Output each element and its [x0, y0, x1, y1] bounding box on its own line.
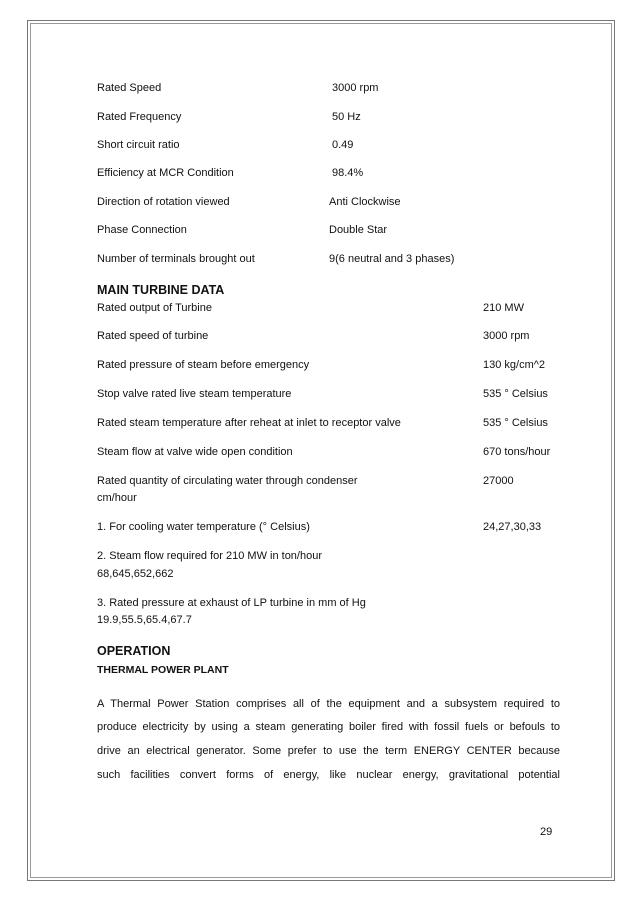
turbine-heading: MAIN TURBINE DATA [97, 283, 225, 297]
turbine-value: 210 MW [483, 302, 524, 314]
turbine-value: 24,27,30,33 [483, 521, 542, 533]
spec-label: Number of terminals brought out [97, 253, 255, 265]
spec-value: 98.4% [332, 167, 364, 179]
turbine-label: Rated speed of turbine [97, 330, 209, 342]
turbine-value: 130 kg/cm^2 [483, 359, 546, 371]
paragraph-line: such facilities convert forms of energy, like nuclear energy, gravitational potential [97, 769, 560, 781]
spec-label: Phase Connection [97, 224, 187, 236]
turbine-label: Rated quantity of circulating water through condenser [97, 475, 358, 487]
turbine-value: 535 ° Celsius [483, 417, 548, 429]
spec-label: Efficiency at MCR Condition [97, 167, 234, 179]
paragraph-line: A Thermal Power Station comprises all of the equipment and a subsystem required to [97, 698, 560, 710]
note-values: 19.9,55.5,65.4,67.7 [97, 614, 192, 626]
paragraph-line: produce electricity by using a steam generating boiler fired with fossil fuels or befouls to [97, 721, 560, 733]
turbine-value: 535 ° Celsius [483, 388, 548, 400]
turbine-value: 3000 rpm [483, 330, 530, 342]
turbine-label: Stop valve rated live steam temperature [97, 388, 292, 400]
spec-value: 50 Hz [332, 111, 361, 123]
spec-value: Anti Clockwise [329, 196, 401, 208]
turbine-label: Rated output of Turbine [97, 302, 212, 314]
turbine-label: Steam flow at valve wide open condition [97, 446, 293, 458]
spec-value: 0.49 [332, 139, 354, 151]
operation-heading: OPERATION [97, 644, 171, 658]
note-line: 2. Steam flow required for 210 MW in ton/hour [97, 550, 322, 562]
spec-label: Rated Speed [97, 82, 162, 94]
spec-label: Rated Frequency [97, 111, 182, 123]
turbine-value: 670 tons/hour [483, 446, 551, 458]
turbine-value: 27000 [483, 475, 514, 487]
note-line: 3. Rated pressure at exhaust of LP turbine in mm of Hg [97, 597, 366, 609]
spec-label: Direction of rotation viewed [97, 196, 230, 208]
note-values: 68,645,652,662 [97, 568, 174, 580]
page-number: 29 [540, 826, 553, 838]
turbine-label-continued: cm/hour [97, 492, 137, 504]
paragraph-line: drive an electrical generator. Some prefer to use the term ENERGY CENTER because [97, 745, 560, 757]
spec-value: 9(6 neutral and 3 phases) [329, 253, 455, 265]
turbine-label: Rated pressure of steam before emergency [97, 359, 310, 371]
turbine-label: Rated steam temperature after reheat at inlet to receptor valve [97, 417, 401, 429]
turbine-label: 1. For cooling water temperature (° Celsius) [97, 521, 310, 533]
spec-label: Short circuit ratio [97, 139, 180, 151]
spec-value: Double Star [329, 224, 388, 236]
spec-value: 3000 rpm [332, 82, 379, 94]
operation-subheading: THERMAL POWER PLANT [97, 664, 229, 676]
